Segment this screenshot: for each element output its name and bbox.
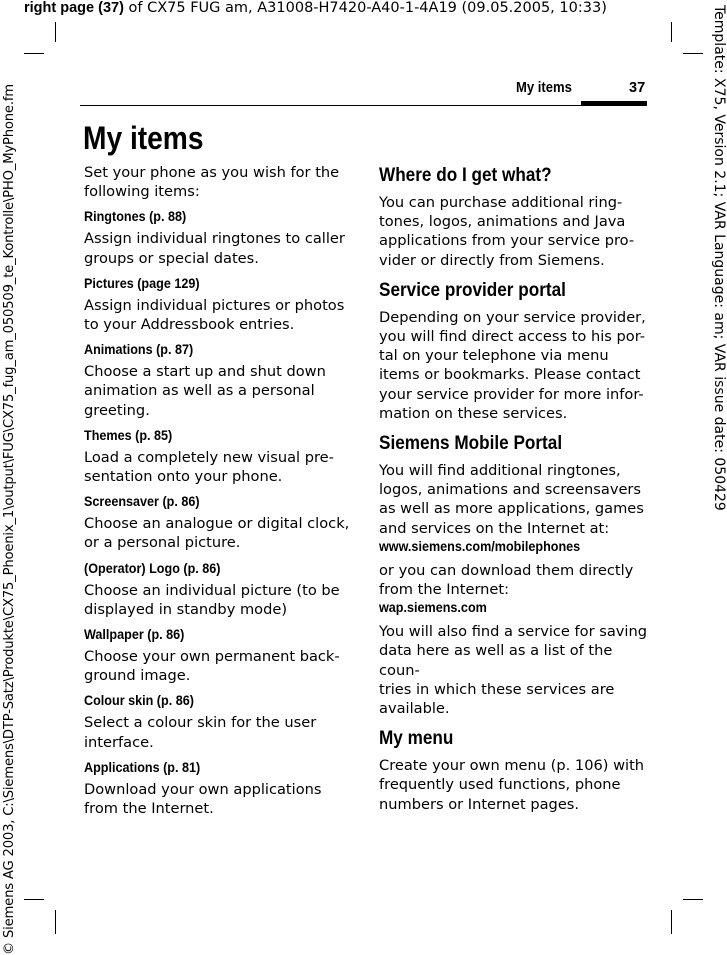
crop-mark xyxy=(671,22,672,42)
item-description: Choose a start up and shut down animation as well as a personal greeting. xyxy=(84,363,326,419)
production-file-info: of CX75 FUG am, A31008-H7420-A40-1-4A19 (09.05.2005, 10:33) xyxy=(123,0,607,16)
item-colour-skin xyxy=(84,692,352,751)
section-text: or you can download them directly from the Internet: xyxy=(379,561,634,599)
section-heading: Service provider portal xyxy=(379,278,566,301)
item-description: Assign individual ringtones to caller groups or special dates. xyxy=(84,230,345,267)
item-term: Colour skin (p. 86) xyxy=(84,692,194,709)
template-info-text: Template: X75, Version 2.1; VAR Language: am; VAR issue date: 050429 xyxy=(711,5,727,511)
crop-mark xyxy=(55,910,56,934)
item-animations xyxy=(84,341,352,420)
page-title: My items xyxy=(83,120,204,156)
intro-text xyxy=(84,163,352,201)
crop-mark xyxy=(683,53,703,54)
copyright-path-text: © Siemens AG 2003, C:\Siemens\DTP-Satz\Produkte\CX75_Phoenix_1\output\FUG\CX75_fug_am_050509_te_Kontrolle\PHO_MyPhone.fm xyxy=(2,84,17,955)
item-ringtones xyxy=(84,208,352,267)
intro-line: Set your phone as you wish for the xyxy=(84,164,340,181)
item-screensaver xyxy=(84,493,352,552)
item-term: Applications (p. 81) xyxy=(84,758,201,775)
item-term: Wallpaper (p. 86) xyxy=(84,626,185,643)
item-term: Screensaver (p. 86) xyxy=(84,493,200,510)
section-where xyxy=(379,163,647,270)
production-info-line xyxy=(24,0,607,16)
siemens-wap-url[interactable]: wap.siemens.com xyxy=(379,599,487,616)
item-description: Select a colour skin for the user interface. xyxy=(84,714,317,751)
item-pictures xyxy=(84,275,352,334)
item-description: Download your own applications from the Internet. xyxy=(84,780,322,818)
item-term: (Operator) Logo (p. 86) xyxy=(84,559,221,576)
intro-line: following items: xyxy=(84,183,200,201)
item-description: Choose your own permanent back- ground image. xyxy=(84,648,340,685)
section-heading: Siemens Mobile Portal xyxy=(379,432,563,455)
section-my-menu xyxy=(379,726,647,814)
crop-mark xyxy=(671,910,672,934)
production-page-label: right page (37) xyxy=(24,0,124,16)
item-operator-logo xyxy=(84,560,352,619)
section-text: You will find additional ringtones, logos, animations and screensavers as well as more applications, games and services on the Internet at: xyxy=(379,462,644,537)
item-themes xyxy=(84,427,352,486)
crop-mark xyxy=(683,899,703,900)
item-term: Animations (p. 87) xyxy=(84,341,194,358)
right-column xyxy=(379,163,647,814)
header-rule xyxy=(80,105,647,106)
crop-mark xyxy=(24,53,44,54)
section-heading: My menu xyxy=(379,727,454,750)
section-text: You can purchase additional ring- tones, logos, animations and Java applications from your service pro- vider or directly from Siemens. xyxy=(379,194,635,269)
item-applications xyxy=(84,759,352,818)
crop-mark xyxy=(24,899,44,900)
item-term: Pictures (page 129) xyxy=(84,274,200,291)
left-column xyxy=(84,163,352,818)
page-number: 37 xyxy=(629,80,646,96)
siemens-web-url[interactable]: www.siemens.com/mobilephones xyxy=(379,537,581,554)
item-term: Ringtones (p. 88) xyxy=(84,208,187,225)
header-tab-bar xyxy=(581,101,647,106)
section-text: Create your own menu (p. 106) with frequently used functions, phone numbers or Internet pages. xyxy=(379,757,645,813)
item-description: Assign individual pictures or photos to your Addressbook entries. xyxy=(84,296,345,334)
item-description: Load a completely new visual pre- sentation onto your phone. xyxy=(84,448,334,486)
section-text: You will also find a service for saving data here as well as a list of the coun- tries in which these services are available. xyxy=(379,623,647,718)
section-service-provider-portal xyxy=(379,278,647,423)
section-siemens-mobile-portal xyxy=(379,431,647,718)
item-description: Choose an analogue or digital clock, or a personal picture. xyxy=(84,515,350,552)
item-description: Choose an individual picture (to be displayed in standby mode) xyxy=(84,581,340,618)
running-header-title: My items xyxy=(516,80,572,96)
item-term: Themes (p. 85) xyxy=(84,426,173,443)
section-heading: Where do I get what? xyxy=(379,164,552,186)
section-text: Depending on your service provider, you will find direct access to his por- tal on your telephone via menu items or bookmarks. Please contact your service provider for more infor- mation on these services. xyxy=(379,308,646,422)
crop-mark xyxy=(55,22,56,42)
item-wallpaper xyxy=(84,626,352,685)
